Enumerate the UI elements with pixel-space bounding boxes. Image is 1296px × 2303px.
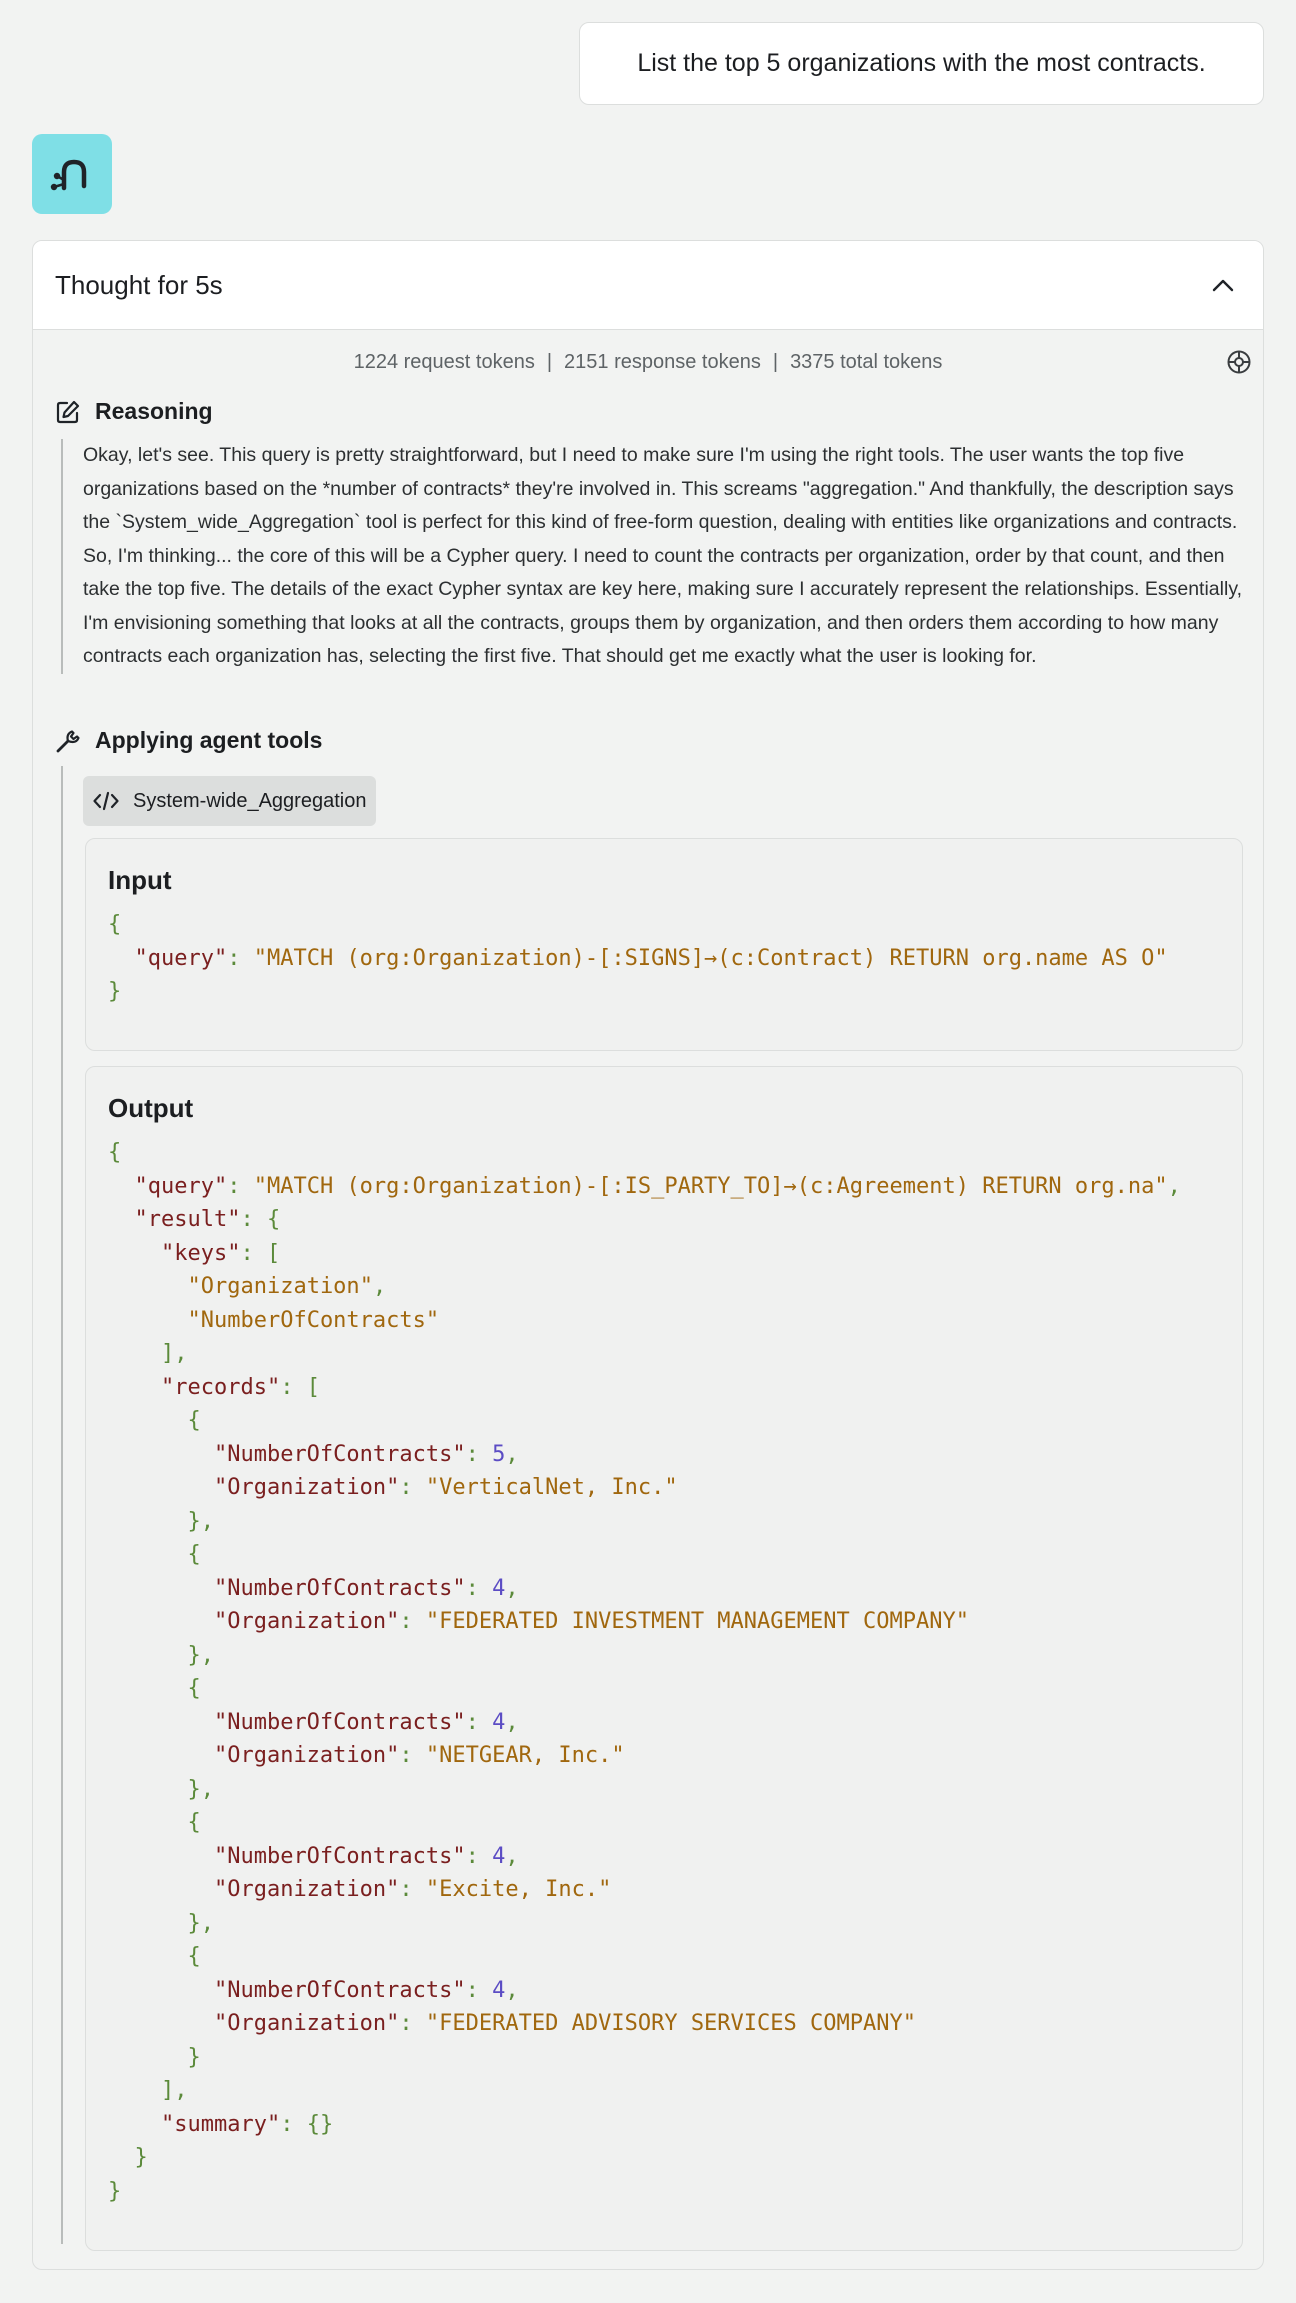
tools-heading — [55, 727, 322, 754]
wrench-icon — [55, 728, 81, 754]
tools-label: Applying agent tools — [95, 727, 323, 753]
user-message-bubble — [579, 22, 1264, 105]
output-panel — [85, 1066, 1243, 2251]
reasoning-heading — [55, 398, 213, 425]
output-json: { "query": "MATCH (org:Organization)-[:IS_PARTY_TO]→(c:Agreement) RETURN org.na", "result": { "keys": [ "Organization", "NumberOfContracts" ], "records": [ { "NumberOfContracts": 5, "Organization": "VerticalNet, Inc." }, { "NumberOfContracts": 4, "Organization": "FEDERATED INVESTMENT MANAGEMENT COMPANY" }, { "NumberOfContracts": 4, "Organization": "NETGEAR, Inc." }, { "NumberOfContracts": 4, "Organization": "Excite, Inc." }, { "NumberOfContracts": 4, "Organization": "FEDERATED ADVISORY SERVICES COMPANY" } ], "summary": {} } } — [108, 1140, 1181, 2204]
total-tokens: 3375 total tokens — [790, 351, 943, 373]
chevron-up-icon[interactable] — [1205, 267, 1241, 303]
token-separator: | — [546, 351, 553, 373]
json-brace: } — [108, 979, 122, 1004]
input-panel — [85, 838, 1243, 1051]
request-tokens: 1224 request tokens — [353, 351, 535, 373]
record-organization: VerticalNet, Inc. — [439, 1475, 665, 1500]
thought-title: Thought for 5s — [55, 269, 223, 300]
token-usage — [33, 351, 1263, 374]
settings-icon[interactable] — [1225, 348, 1253, 376]
output-title: Output — [108, 1093, 194, 1123]
record-count: 4 — [492, 1843, 506, 1869]
record-organization: FEDERATED ADVISORY SERVICES COMPANY — [439, 2011, 903, 2036]
output-query: "MATCH (org:Organization)-[:IS_PARTY_TO]→(c:Agreement) RETURN org.na" — [253, 1173, 1168, 1199]
reasoning-text: Okay, let's see. This query is pretty straightforward, but I need to make sure I'm using the right tools. The user wants the top five organizations based on the *number of contracts* they're involved in. This screams "aggregation." And thankfully, the description says the `System_wide_Aggregation` tool is perfect for this kind of free-form question, dealing with entities like organizations and contracts. So, I'm thinking... the core of this will be a Cypher query. I need to count the contracts per organization, order by that count, and then take the top five. The details of the exact Cypher syntax are key here, making sure I accurately represent the relationships. Essentially, I'm envisioning something that looks at all the contracts, groups them by organization, and then orders them according to how many contracts each organization has, selecting the first five. That should get me exactly what the user is looking for. — [61, 439, 1261, 674]
json-brace: { — [108, 912, 122, 937]
output-key: NumberOfContracts — [200, 1307, 426, 1333]
tool-chip[interactable] — [83, 776, 376, 826]
record-count: 4 — [492, 1575, 506, 1601]
input-title: Input — [108, 865, 172, 895]
response-tokens: 2151 response tokens — [564, 351, 761, 373]
agent-avatar — [32, 134, 112, 214]
record-count: 4 — [492, 1977, 506, 2003]
json-key: "query" — [134, 945, 228, 971]
input-query: "MATCH (org:Organization)-[:SIGNS]→(c:Contract) RETURN org.name AS O" — [253, 945, 1168, 971]
thought-card-header[interactable] — [33, 241, 1263, 330]
agent-logo-icon — [48, 154, 96, 194]
code-icon — [93, 791, 119, 811]
edit-icon — [55, 399, 81, 425]
record-organization: Excite, Inc. — [439, 1877, 599, 1902]
tool-chip-label: System-wide_Aggregation — [133, 789, 367, 812]
token-separator: | — [772, 351, 779, 373]
record-organization: FEDERATED INVESTMENT MANAGEMENT COMPANY — [439, 1609, 956, 1634]
input-json: { "query": "MATCH (org:Organization)-[:SIGNS]→(c:Contract) RETURN org.name AS O" } — [108, 912, 1168, 1004]
output-key: Organization — [200, 1274, 360, 1299]
tools-body — [61, 766, 1261, 2244]
record-count: 4 — [492, 1709, 506, 1735]
record-count: 5 — [492, 1441, 506, 1467]
user-message-text: List the top 5 organizations with the most contracts. — [637, 49, 1206, 77]
record-organization: NETGEAR, Inc. — [439, 1743, 612, 1768]
thought-card — [32, 240, 1264, 2270]
reasoning-label: Reasoning — [95, 398, 213, 424]
